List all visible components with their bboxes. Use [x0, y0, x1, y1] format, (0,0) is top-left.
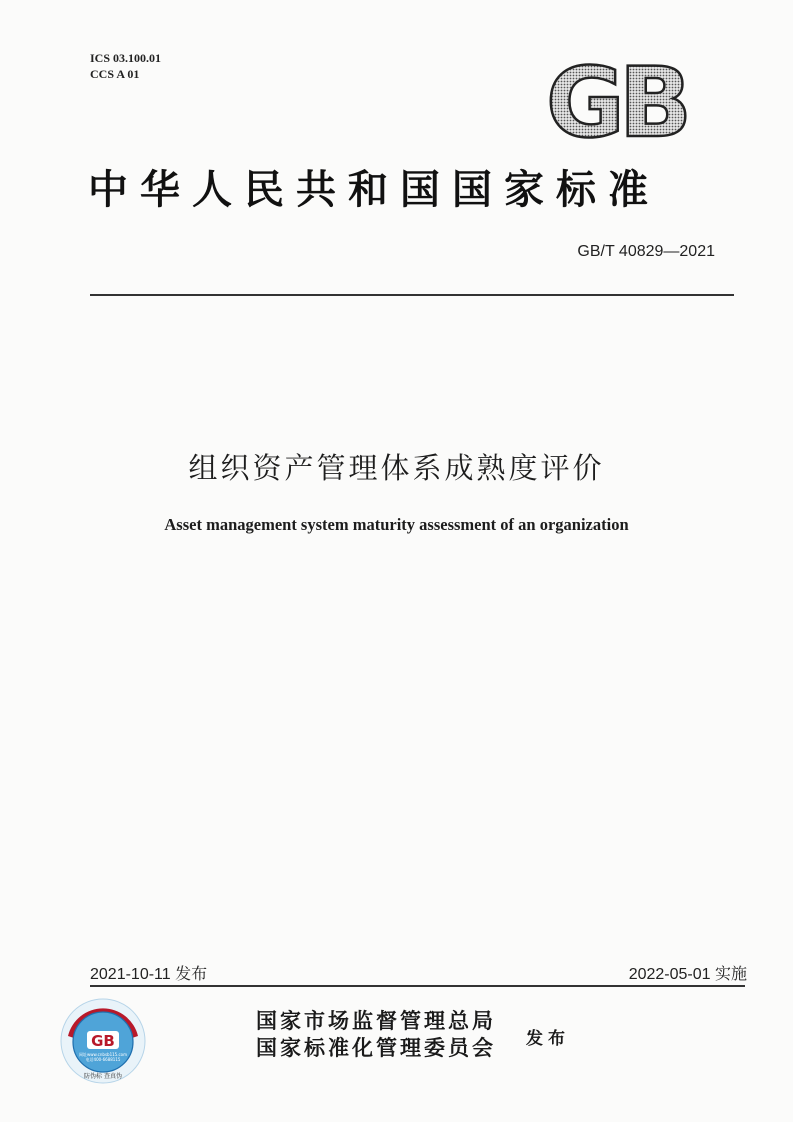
seal-tiny-line-1: 网址www.cnbsb115.com [78, 1052, 128, 1057]
anti-counterfeit-seal [60, 998, 146, 1084]
standard-category-title: 中华人民共和国国家标准 [88, 166, 660, 213]
standard-number: GB/T 40829—2021 [577, 243, 715, 260]
issuer-line-1: 国家市场监督管理总局 [256, 1008, 496, 1033]
document-title-chinese: 组织资产管理体系成熟度评价 [188, 451, 605, 485]
seal-tiny-line-2: 电话400-6688115 [85, 1057, 121, 1062]
issue-date: 2021-10-11 发布 [90, 966, 208, 983]
ccs-code: CCS A 01 [90, 67, 140, 81]
ics-code: ICS 03.100.01 [90, 51, 162, 65]
document-title-english: Asset management system maturity assessment of an organization [164, 515, 629, 534]
issuing-authorities [256, 1007, 496, 1061]
gb-logo [536, 62, 696, 144]
implementation-date: 2022-05-01 实施 [628, 966, 747, 983]
seal-logo-text: GB [91, 1032, 115, 1050]
publish-label: 发布 [526, 1029, 570, 1049]
issuer-line-2: 国家标准化管理委员会 [256, 1035, 496, 1060]
header-divider [90, 294, 734, 296]
seal-bottom-text: 防伪标 查真伪 [84, 1073, 122, 1080]
footer-divider [90, 985, 745, 987]
gb-logo-text: GB [546, 62, 686, 144]
classification-codes [90, 50, 161, 82]
